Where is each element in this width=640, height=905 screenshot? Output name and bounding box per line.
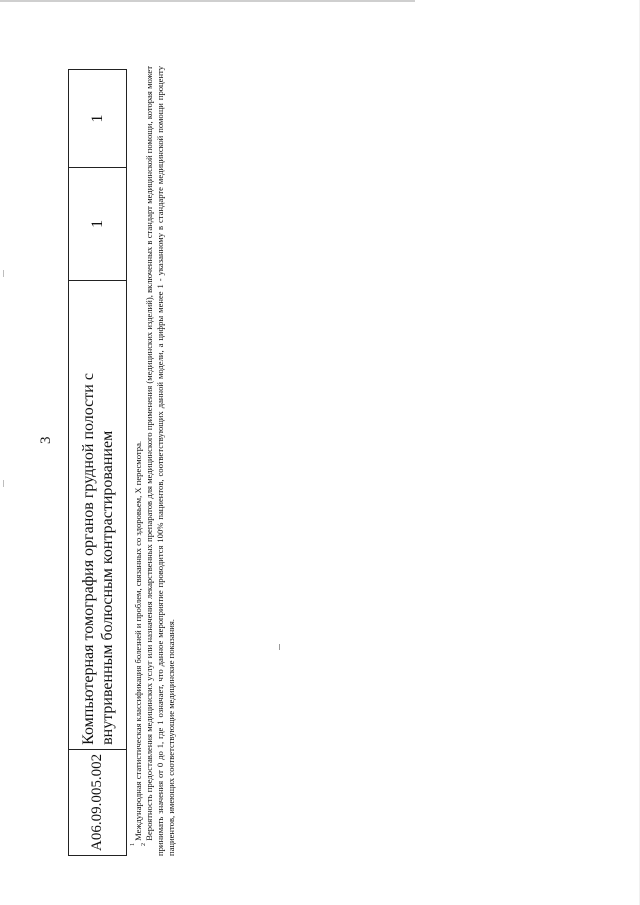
table-row <box>69 70 127 856</box>
footnote-2 <box>141 66 177 856</box>
rotated-page-content <box>40 66 190 856</box>
scan-speck <box>279 644 280 650</box>
service-name-cell: Компьютерная томография органов грудной полости с внутривенным болюсным контрастированием <box>69 280 127 749</box>
footnote-text: Вероятность предоставления медицинских услуг или назначения лекарственных препаратов для медицинского применения (медицинских изделий), включенных в стандарт медицинской помощи, которая может принимать значения от 0 до 1, где 1 означает, что данное мероприятие проводится 100% пациентов, соответствующих данной модели, а цифры менее 1 - указанному в стандарте медицинской помощи проценту пациентов, имеющих соответствующие медицинские показания. <box>144 66 176 856</box>
margin-mark <box>3 480 4 487</box>
scan-edge-top <box>0 0 415 2</box>
multiplicity-cell: 1 <box>69 70 127 168</box>
footnote-text: Международная статистическая классификация болезней и проблем, связанных со здоровьем, X пересмотра. <box>133 440 143 841</box>
page-number: 3 <box>38 436 54 444</box>
footnote-1 <box>130 66 144 856</box>
service-table <box>68 69 127 856</box>
service-code-cell: A06.09.005.002 <box>69 749 127 855</box>
footnote-marker: 2 <box>141 843 147 846</box>
margin-mark <box>3 270 4 277</box>
footnote-marker: 1 <box>130 843 136 846</box>
frequency-cell: 1 <box>69 167 127 280</box>
